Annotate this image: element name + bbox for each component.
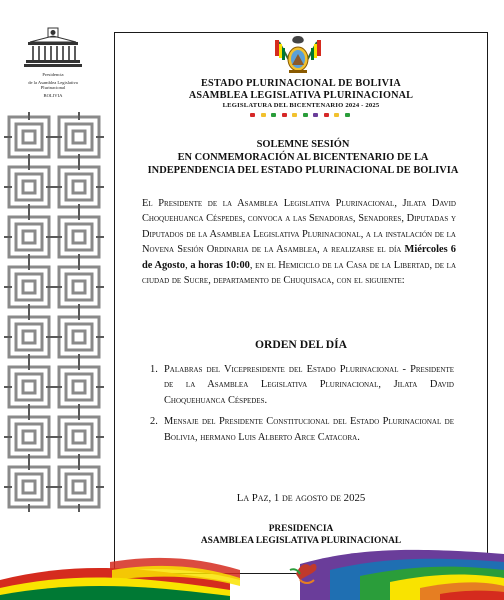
convocation-paragraph bbox=[142, 196, 456, 288]
color-dot bbox=[250, 113, 255, 117]
left-panel bbox=[0, 0, 112, 600]
signature-line-1: PRESIDENCIA bbox=[268, 524, 334, 534]
session-subtitle-2: INDEPENDENCIA DEL ESTADO PLURINACIONAL DE BOLIVIA bbox=[147, 165, 459, 176]
session-subtitle-1: EN CONMEMORACIÓN AL BICENTENARIO DE LA bbox=[177, 152, 429, 163]
header-legislature: LEGISLATURA DEL BICENTENARIO 2024 - 2025 bbox=[222, 102, 380, 109]
flag-waves-decoration bbox=[0, 540, 504, 600]
legislative-building-icon bbox=[24, 26, 82, 70]
agenda-item bbox=[150, 362, 454, 408]
date-line: La Paz, 1 de agosto de 2025 bbox=[236, 492, 366, 504]
signature-line-2: ASAMBLEA LEGISLATIVA PLURINACIONAL bbox=[200, 536, 402, 546]
color-dot bbox=[282, 113, 287, 117]
session-time: a horas 10:00 bbox=[190, 259, 250, 271]
color-dot bbox=[324, 113, 329, 117]
color-dot bbox=[345, 113, 350, 117]
agenda-item-number: 1. bbox=[150, 364, 158, 375]
bolivia-coat-of-arms-icon bbox=[271, 32, 325, 78]
andean-pattern-decoration bbox=[4, 112, 104, 512]
color-dots-divider bbox=[250, 113, 350, 119]
paragraph-text-1: El Presidente de la Asamblea Legislativa Plurinacional, Jilata David Choquehuanca Céspedes, convoca a las Senadoras, Senadores, Diputadas y Diputados de la Asamblea Legislativa Plurinacional, a la instalación de la Novena Sesión Ordinaria de la Asamblea, a realizarse el día bbox=[142, 198, 456, 256]
logo-caption-1: Presidencia bbox=[42, 72, 64, 77]
color-dot bbox=[271, 113, 276, 117]
logo-caption-3: BOLIVIA bbox=[43, 92, 63, 98]
session-title: SOLEMNE SESIÓN bbox=[256, 139, 350, 150]
header-assembly-name: ASAMBLEA LEGISLATIVA PLURINACIONAL bbox=[188, 90, 414, 101]
paragraph-text-2: , bbox=[185, 259, 191, 271]
color-dot bbox=[261, 113, 266, 117]
session-date: Miércoles 6 de Agosto bbox=[142, 244, 457, 271]
paragraph-text-3: , en el Hemiciclo de la Casa de la Libertad, de la ciudad de Sucre, departamento de Chuquisaca, con el siguiente: bbox=[142, 259, 456, 287]
agenda-item bbox=[150, 414, 454, 445]
presidency-logo bbox=[22, 26, 84, 98]
agenda-title: ORDEN DEL DÍA bbox=[254, 338, 348, 351]
agenda-item-text: Mensaje del Presidente Constitucional del Estado Plurinacional de Bolivia, hermano Luis Alberto Arce Catacora. bbox=[164, 416, 454, 443]
logo-caption-2: de la Asamblea Legislativa Plurinacional bbox=[28, 79, 78, 91]
agenda-item-number: 2. bbox=[150, 416, 158, 428]
color-dot bbox=[313, 113, 318, 117]
agenda-list bbox=[150, 362, 454, 451]
color-dot bbox=[292, 113, 297, 117]
color-dot bbox=[303, 113, 308, 117]
color-dot bbox=[334, 113, 339, 117]
header-state-name: ESTADO PLURINACIONAL DE BOLIVIA bbox=[201, 78, 401, 89]
agenda-item-text: Palabras del Vicepresidente del Estado Plurinacional - Presidente de la Asamblea Legislativa Plurinacional, Jilata David Choquehuanca Céspedes. bbox=[164, 364, 454, 406]
